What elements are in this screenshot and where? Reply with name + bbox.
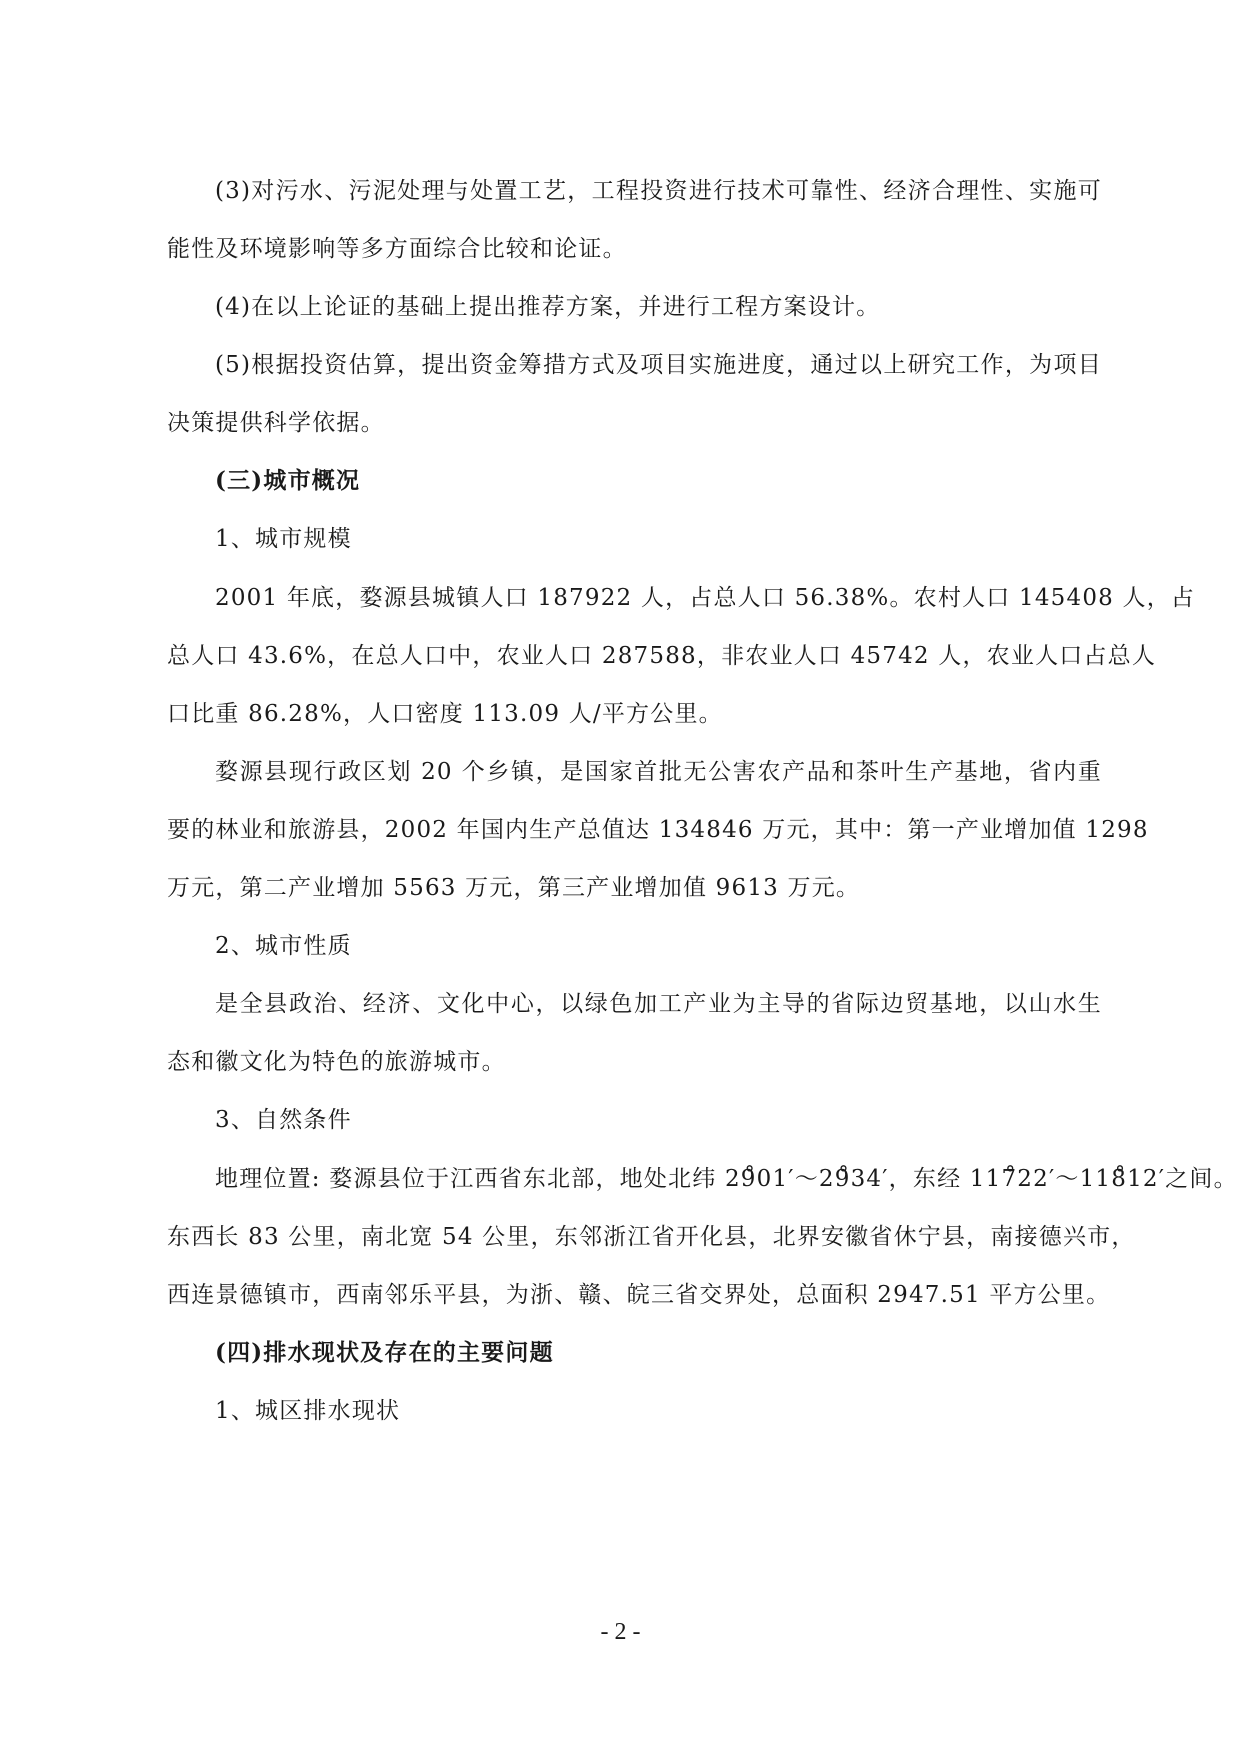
paragraph-line: (4)在以上论证的基础上提出推荐方案，并进行工程方案设计。 — [215, 294, 881, 320]
paragraph-line: (3)对污水、污泥处理与处置工艺，工程投资进行技术可靠性、经济合理性、实施可 — [215, 178, 1102, 204]
paragraph-line: 态和徽文化为特色的旅游城市。 — [167, 1049, 506, 1075]
paragraph-line: 能性及环境影响等多方面综合比较和论证。 — [167, 236, 627, 262]
section-heading: (三)城市概况 — [215, 467, 361, 494]
paragraph-line: 决策提供科学依据。 — [167, 410, 385, 436]
section-heading: (四)排水现状及存在的主要问题 — [215, 1339, 554, 1366]
paragraph-line: 东西长 83 公里，南北宽 54 公里，东邻浙江省开化县，北界安徽省休宁县，南接德兴市， — [167, 1224, 1136, 1250]
page-number: - 2 - — [600, 1619, 641, 1645]
paragraph-line: 西连景德镇市，西南邻乐平县，为浙、赣、皖三省交界处，总面积 2947.51 平方公里。 — [167, 1282, 1111, 1308]
paragraph-line: 婺源县现行政区划 20 个乡镇，是国家首批无公害农产品和茶叶生产基地，省内重 — [215, 759, 1102, 785]
paragraph-line: 口比重 86.28%，人口密度 113.09 人/平方公里。 — [167, 701, 723, 727]
paragraph-line: 总人口 43.6%，在总人口中，农业人口 287588，非农业人口 45742 人，农业人口占总人 — [167, 643, 1157, 669]
subsection-heading: 1、城市规模 — [215, 526, 352, 552]
subsection-heading: 3、自然条件 — [215, 1107, 352, 1133]
paragraph-line: 2001 年底，婺源县城镇人口 187922 人，占总人口 56.38%。农村人口 145408 人，占 — [215, 585, 1196, 611]
paragraph-line: 万元，第二产业增加 5563 万元，第三产业增加值 9613 万元。 — [167, 875, 861, 901]
paragraph-line: 要的林业和旅游县，2002 年国内生产总值达 134846 万元，其中：第一产业增加值 1298 — [167, 817, 1149, 843]
paragraph-line: (5)根据投资估算，提出资金筹措方式及项目实施进度，通过以上研究工作，为项目 — [215, 352, 1102, 378]
subsection-heading: 2、城市性质 — [215, 933, 352, 959]
subsection-heading: 1、城区排水现状 — [215, 1398, 401, 1424]
paragraph-line: 地理位置: 婺源县位于江西省东北部，地处北纬 29̊01′～29̊34′，东经 117̊22′～118̊12′之间。 — [215, 1166, 1238, 1192]
paragraph-line: 是全县政治、经济、文化中心，以绿色加工产业为主导的省际边贸基地，以山水生 — [215, 991, 1102, 1017]
